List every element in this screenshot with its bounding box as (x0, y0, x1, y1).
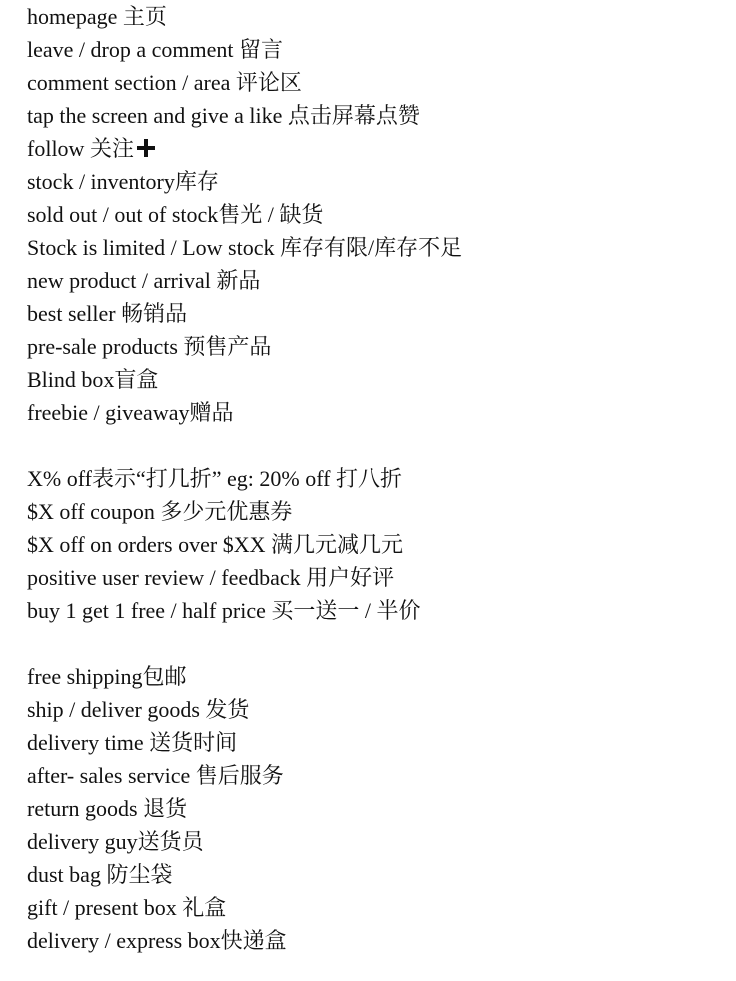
vocab-line-comment-section: comment section / area 评论区 (27, 70, 302, 95)
group-discounts (27, 462, 717, 627)
vocab-line-best-seller: best seller 畅销品 (27, 301, 188, 326)
vocab-line-follow-text: follow 关注 (27, 136, 134, 161)
vocab-line-gift-box: gift / present box 礼盒 (27, 895, 227, 920)
vocab-line-coupon: $X off coupon 多少元优惠券 (27, 499, 293, 524)
vocab-line-return: return goods 退货 (27, 796, 188, 821)
vocab-line-orders-over: $X off on orders over $XX 满几元减几元 (27, 532, 403, 557)
vocab-line-percent-off: X% off表示“打几折” eg: 20% off 打八折 (27, 466, 402, 491)
vocab-line-homepage: homepage 主页 (27, 4, 167, 29)
vocab-line-bogo: buy 1 get 1 free / half price 买一送一 / 半价 (27, 598, 421, 623)
group-community-and-products (27, 0, 717, 429)
vocab-line-after-sales: after- sales service 售后服务 (27, 763, 284, 788)
vocab-line-delivery-time: delivery time 送货时间 (27, 730, 238, 755)
vocab-line-free-shipping: free shipping包邮 (27, 664, 187, 689)
plus-icon (136, 138, 156, 158)
group-spacer (27, 627, 717, 660)
vocab-line-pre-sale: pre-sale products 预售产品 (27, 334, 272, 359)
vocab-line-new-product: new product / arrival 新品 (27, 268, 261, 293)
vocab-line-express-box: delivery / express box快递盒 (27, 928, 287, 953)
vocab-line-ship: ship / deliver goods 发货 (27, 697, 250, 722)
vocab-line-dust-bag: dust bag 防尘袋 (27, 862, 173, 887)
vocab-line-freebie: freebie / giveaway赠品 (27, 400, 234, 425)
vocabulary-document (27, 0, 717, 957)
group-shipping (27, 660, 717, 957)
vocab-line-stock: stock / inventory库存 (27, 169, 219, 194)
vocab-line-delivery-guy: delivery guy送货员 (27, 829, 204, 854)
vocab-line-follow (27, 132, 717, 165)
vocab-line-blind-box: Blind box盲盒 (27, 367, 159, 392)
vocab-line-limited-stock: Stock is limited / Low stock 库存有限/库存不足 (27, 235, 463, 260)
group-spacer (27, 429, 717, 462)
vocab-line-comment: leave / drop a comment 留言 (27, 37, 283, 62)
vocab-line-review: positive user review / feedback 用户好评 (27, 565, 395, 590)
vocab-line-like: tap the screen and give a like 点击屏幕点赞 (27, 103, 420, 128)
vocab-line-sold-out: sold out / out of stock售光 / 缺货 (27, 202, 324, 227)
